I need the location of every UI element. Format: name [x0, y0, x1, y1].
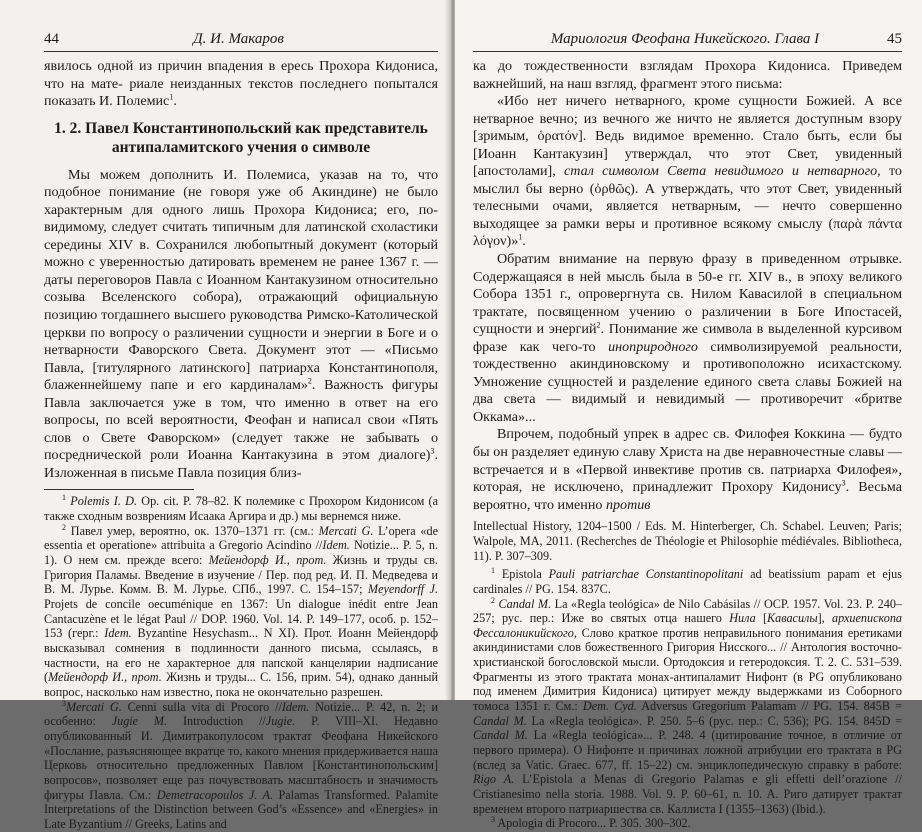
- running-title-right: Мариология Феофана Никейского. Глава I: [550, 31, 820, 47]
- left-page: [0, 0, 452, 831]
- footnote-ref-2: 2: [307, 376, 312, 386]
- left-footnotes: [44, 494, 438, 831]
- page-number-left: 44: [44, 31, 59, 47]
- footnote-r3: $^3$ Apologia di Procoro... P. 305. 300–302.: [491, 815, 691, 831]
- left-body-text: [44, 58, 438, 482]
- footnote-r1: $^1$ Epistola Pauli patriarchae Constantinopolitani ad beatissium papam et ejus cardinales // PG. 154. 837C.: [473, 566, 902, 596]
- paragraph-3: Впрочем, подобный упрек в адрес св. Филофея Коккина — будто бы он разделяет единую славу Христа на две неравночестные славы — встречается и в «Первой инвективе против св. патриарха Филофея», которая, не исключено, принадлежит Прохору Кидонису$^3$. Весьма вероятно, что именно против: [473, 426, 902, 513]
- paragraph-2: Обратим внимание на первую фразу в приведенном отрывке. Содержащаяся в ней мысль была в 50-е гг. XIV в., в эпоху великого Собора 1351 г., опровергнута св. Нилом Кавасилой в специальном трактате, посвященном учению о различении в Боге Ипостасей, сущности и энергий$^2$. Понимание же символа в выделенной курсивом фразе как чего-то иноприродного символизируемой реальности, тождественно акиндиновскому и противоположно исихастскому. Умножение сущностей и разделение единого света славы Божией на два света — видимый и невидимый — противоречит «бритве Оккама»...: [473, 251, 902, 425]
- footnote-ref-r2: 2: [596, 320, 601, 330]
- running-head-right: [473, 22, 902, 52]
- block-quote: «Ибо нет ничего нетварного, кроме сущности Божией. А все нетварное вечно; из вечного же ничто не является доступным взору [зримым, ὁρατόν]. Ведь видимое временно. Стало быть, если бы [Иоанн Кантакузин] утверждал, что этот Свет, увиденный [апостолами], стал символом Света невидимого и нетварного, то мыслил бы верно (ὀρθῶς). А утверждать, что этот Свет, увиденный телесными очами, является нетварным, — нечто совершенно выходящее за рамки веры и противное всякому смыслу (παρὰ πάντα λόγον)»$^1$.: [473, 93, 903, 250]
- footnote-1: $^1$ Polemis I. D. Op. cit. P. 78–82. К полемике с Прохором Кидонисом (а также сходным возврениям Исаака Аргира и др.) мы вернемся ниже.: [44, 493, 439, 524]
- main-paragraph: Мы можем дополнить И. Полемиса, указав на то, что подобное понимание (не говоря уже об Акиндине) не было характерным для одного лишь Прохора Кидониса; его, по-видимому, следует считать типичным для латинской схоластики середины XIV в. Сохранился любопытный документ (который можно с уверенностью датировать временем не ранее 1367 г. — даты переговоров Павла с Иоанном Кантакузином относительно созыва Вселенского собора), отражающий официальную позицию тогдашнего высшего руководства Римско-Католической церкви по вопросу о различении сущности и энергии в Боге и о нетварности Фаворского Света. Документ этот — «Письмо Павла, [титулярного латинского] патриарха Константинополя, блаженнейшему папе и его кардиналам»$^2$. Важность фигуры Павла заключается уже в том, что именно в ответ на его вопросы, по всей вероятности, Феофан и написал свои «Пять слов о Свете Фаворском» (следует также не забывать о посреднической роли Иоанна Кантакузина в этом диалоге)$^3$. Изложенная в письме Павла позиция близ-: [44, 166, 438, 481]
- page-number-right: 45: [887, 31, 902, 47]
- footnote-3: $^3$Mercati G. Cenni sulla vita di Procoro //Idem. Notizie... P. 42, n. 2; и особенно: Jugie M. Introduction //Jugie. P. VIII–XI. Недавно опубликованный И. Димитракопулосом трактат Феофана Никейского «Послание, разъясняющее вкратце то, какого мнения придерживается наша Церковь относительно предложенных Павлом [Константинопольским] вопросов», позволяет еще раз почувствовать масштабность и значимость фигуры Павла. См.: Demetracopoulos J. A. Palamas Transformed. Palamite Interpretations of the Distinction between God’s «Essence» and «Energies» in Late Byzantium // Greeks, Latins and: [44, 698, 438, 831]
- footnote-ref-1: 1: [169, 92, 174, 102]
- right-page: [455, 0, 922, 831]
- footnote-ref-r1: 1: [518, 232, 523, 242]
- right-footnotes: [473, 519, 902, 831]
- footnote-ref-3: 3: [430, 446, 435, 456]
- intro-lines: ка до тождественности взглядам Прохора Кидониса. Приведем важнейший, на наш взгляд, фрагмент этого письма:: [473, 58, 902, 92]
- running-head-left: [44, 22, 438, 52]
- footnote-ref-r3: 3: [841, 478, 846, 488]
- right-body-text: [473, 58, 902, 514]
- section-heading: 1. 2. Павел Константинопольский как представитель антипаламитского учения о символе: [54, 119, 428, 156]
- opening-lines: явилось одной из причин впадения в ересь Прохора Кидониса, что на мате- риале неизданных текстов последнего попытался показать И. Полемис$^1$.: [44, 58, 439, 110]
- footnote-continued: Intellectual History, 1204–1500 / Eds. M. Hinterberger, Ch. Schabel. Leuven; Paris; Walpole, MA, 2011. (Recherches de Théologie et Philosophie médiévales. Bibliotheca, 11). P. 307–309.: [473, 519, 902, 563]
- running-title-left: Д. И. Макаров: [193, 31, 284, 47]
- footnote-rule-left: [44, 489, 194, 490]
- footnote-2: $^2$ Павел умер, вероятно, ок. 1370–1371 гг. (см.: Mercati G. L’opera «de essentia et operatione» attribuita a Gregorio Acindino //Idem. Notizie... P. 5, n. 1). О нем см. прежде всего: Мейендорф И., прот. Жизнь и труды св. Григория Паламы. Введение в изучение / Пер. под ред. И. П. Медведева и В. М. Лурье. Комм. В. М. Лурье. СПб., 1997. С. 154–157; Meyendorff J. Projets de concile oecuménique en 1367: Un dialogue inédit entre Jean Cantacuzène et le légat Paul // DOP. 1960. Vol. 14. P. 149–177, особ. р. 152–153 (герг.: Idem. Byzantine Hesychasm... N XI). Прот. Иоанн Мейендорф высказывал сомнения в подлинности данного письма, ссылаясь, в частности, на его не характерное для папской канцелярии надписание (Мейендорф И., прот. Жизнь и труды... С. 156, прим. 54), однако данный вопрос, насколько нам известно, пока не окончательно разрешен.: [44, 522, 439, 700]
- footnote-r2: $^2$ Candal M. La «Regla teológica» de Nilo Cabásilas // OCP. 1957. Vol. 23. P. 240–257; рус. пер.: Иже во святых отца нашего Нила [Кавасилы], архиепископа Фессалоникийского, Слово краткое против неправильного понимания еретиками акиндинистами слов божественного Григория Нисского... // Антология восточно-христианской богословской мысли. Ортодоксия и гетеродоксия. Т. 2. С. 531–539. Фрагменты из этого трактата монах-антипаламит Нифонт (в PG опубликовано под именем Димитрия Кидониса) цитирует между выдержками из Соборного томоса 1351 г. См.: Dem. Cyd. Adversus Gregorium Palamam // PG. 154. 845B = Candal M. La «Regla teológica». P. 250. 5–6 (рус. пер.: С. 536); PG. 154. 845D = Candal M. La «Regla teológica»... P. 248. 4 (цитирование точное, в отличие от первого примера). О Нифонте и причинах ложной атрибуции его трактата в PG (вслед за Vatic. Graec. 677, ff. 15–22) см. энциклопедическую справку в работе: Rigo A. L’Epistola a Menas di Gregorio Palamas e gli effetti dell’orazione // Cristianesimo nella storia. 1988. Vol. 9. P. 60–61, n. 10. A. Риго датирует трактат временем второго патриаршества св. Каллиста I (1355–1363) (Ibid.).: [473, 595, 903, 816]
